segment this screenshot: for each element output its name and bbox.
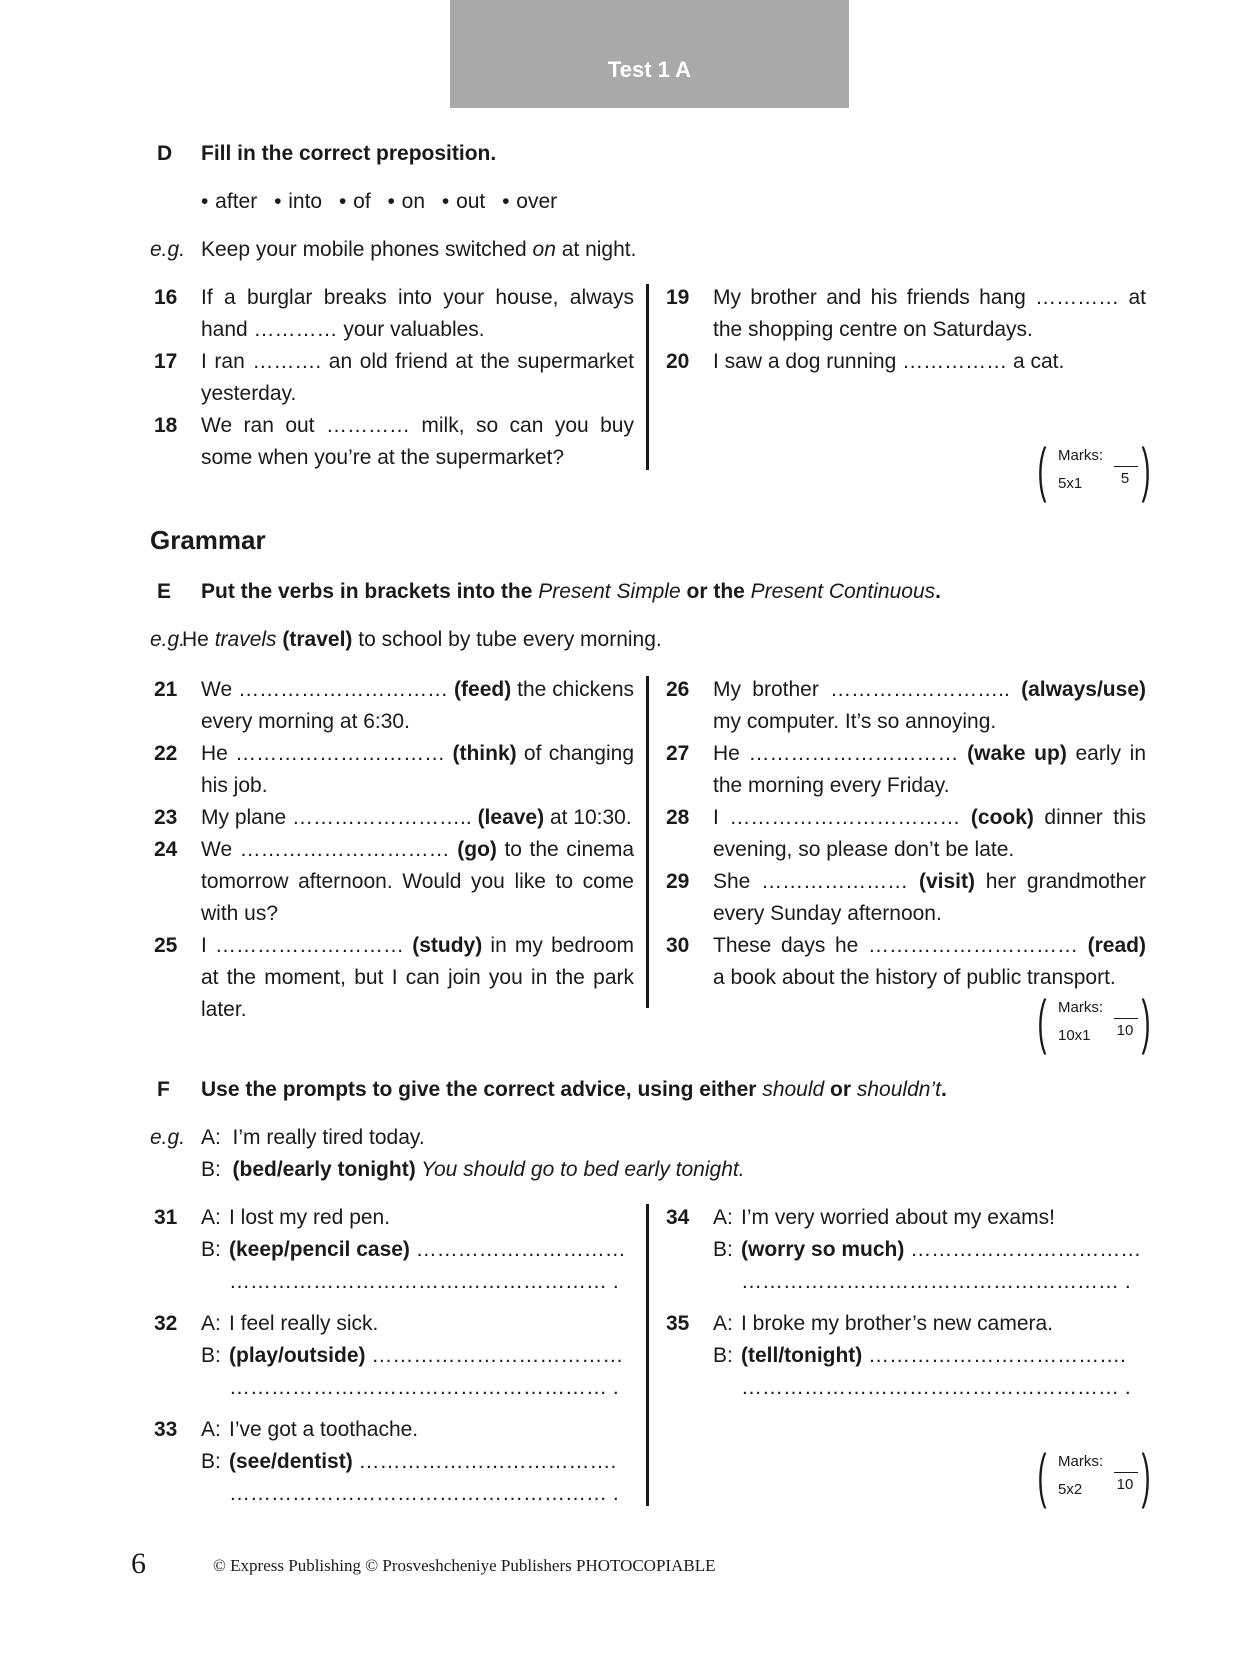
marks-total: 10 — [1116, 1022, 1134, 1039]
marks-label: Marks: — [1058, 447, 1103, 464]
section-d-letter: D — [157, 142, 173, 165]
section-e-instruction: Put the verbs in brackets into the Present Simple or the Present Continuous. — [201, 580, 941, 603]
answer-line: ……………………………………………… . — [229, 1270, 619, 1293]
marks-calc: 10x1 — [1058, 1027, 1091, 1044]
marks-calc: 5x2 — [1058, 1481, 1083, 1498]
question-item: 16 If a burglar breaks into your house, always hand ………… your valuables. — [154, 286, 634, 341]
example-label: e.g. — [150, 238, 186, 261]
question-text: I ran ………. an old friend at the supermarket yesterday. — [201, 350, 634, 405]
dialog-item: 31 A: I lost my red pen. B: (keep/pencil case) ………………………… ……………………………………………… . — [154, 1202, 634, 1308]
question-item: 21 We ………………………… (feed) the chickens every morning at 6:30. — [154, 678, 634, 733]
question-item: 28 I …………………………… (cook) dinner this evening, so please don’t be late. — [666, 806, 1146, 861]
question-item: 23 My plane …………………….. (leave) at 10:30. — [154, 806, 632, 829]
dialog-item: 32 A: I feel really sick. B: (play/outside) ……………………………… ……………………………………………… . — [154, 1308, 634, 1414]
option: • on — [387, 190, 426, 213]
marks-total: 10 — [1116, 1476, 1134, 1493]
section-d-left-column — [154, 282, 634, 474]
section-d-instruction: Fill in the correct preposition. — [201, 142, 497, 165]
section-e-letter: E — [157, 580, 172, 603]
section-f-example: A: I’m really tired today. B: (bed/early tonight) You should go to bed early tonight. — [201, 1126, 745, 1181]
option: • after — [201, 190, 258, 213]
marks-box-f: ( ) Marks: 10 5x2 — [1037, 1442, 1151, 1509]
question-text: My brother and his friends hang ………… at the shopping centre on Saturdays. — [713, 286, 1146, 341]
column-divider — [646, 676, 649, 1008]
section-f-instruction: Use the prompts to give the correct advice, using either should or shouldn’t. — [201, 1078, 947, 1101]
question-item: 27 He ………………………… (wake up) early in the morning every Friday. — [666, 742, 1146, 797]
marks-label: Marks: — [1058, 999, 1103, 1016]
option: • of — [338, 190, 371, 213]
question-text: I saw a dog running …………… a cat. — [713, 350, 1065, 373]
section-e-example: He travels (travel) to school by tube every morning. — [182, 628, 662, 651]
section-f-left-column — [154, 1202, 634, 1520]
question-item: 26 My brother …………………….. (always/use) my computer. It’s so annoying. — [666, 678, 1146, 733]
option: • over — [502, 190, 558, 213]
marks-total: 5 — [1120, 470, 1130, 487]
answer-line: ……………………………………………… . — [229, 1376, 619, 1399]
section-d-right-column — [666, 282, 1146, 378]
dialog-item: 34 A: I’m very worried about my exams! B: (worry so much) …………………………… ……………………………………………… . — [666, 1202, 1146, 1308]
question-item: 24 We ………………………… (go) to the cinema tomorrow afternoon. Would you like to come with us? — [154, 838, 634, 925]
marks-box-d: ( ) Marks: 5 5x1 — [1037, 436, 1151, 503]
section-e-right-column — [666, 674, 1146, 994]
option: • into — [274, 190, 323, 213]
test-title-tab — [450, 0, 849, 108]
question-item: 20 I saw a dog running …………… a cat. — [666, 350, 1065, 373]
copyright-footer: © Express Publishing © Prosveshcheniye Publishers PHOTOCOPIABLE — [213, 1556, 716, 1575]
question-item: 25 I ……………………… (study) in my bedroom at the moment, but I can join you in the park later. — [154, 934, 634, 1021]
marks-box-e: ( ) Marks: 10 10x1 — [1037, 988, 1151, 1055]
page-number: 6 — [131, 1547, 146, 1580]
question-item: 18 We ran out ………… milk, so can you buy some when you’re at the supermarket? — [154, 414, 634, 469]
question-item: 19 My brother and his friends hang ………… at the shopping centre on Saturdays. — [666, 286, 1146, 341]
test-title: Test 1 A — [607, 57, 692, 82]
example-label: e.g. — [150, 1126, 186, 1149]
preposition-options — [201, 186, 567, 218]
column-divider — [646, 1204, 649, 1506]
marks-label: Marks: — [1058, 1453, 1103, 1470]
section-f-right-column — [666, 1202, 1146, 1414]
option: • out — [441, 190, 486, 213]
section-f-letter: F — [157, 1078, 170, 1101]
section-d-example: Keep your mobile phones switched on at night. — [201, 238, 637, 261]
dialog-item: 33 A: I’ve got a toothache. B: (see/dentist) ………………………………. ……………………………………………… . — [154, 1414, 634, 1520]
question-item: 29 She ………………… (visit) her grandmother every Sunday afternoon. — [666, 870, 1146, 925]
question-text: If a burglar breaks into your house, always hand ………… your valuables. — [201, 286, 634, 341]
section-e-left-column — [154, 674, 634, 1026]
grammar-heading: Grammar — [150, 525, 266, 555]
question-item: 17 I ran ………. an old friend at the supermarket yesterday. — [154, 350, 634, 405]
question-item: 30 These days he ………………………… (read) a book about the history of public transport. — [666, 934, 1146, 989]
answer-line: ……………………………………………… . — [229, 1482, 619, 1505]
column-divider — [646, 284, 649, 470]
dialog-item: 35 A: I broke my brother’s new camera. B: (tell/tonight) ………………………………. ……………………………………………… . — [666, 1308, 1146, 1414]
question-text: We ran out ………… milk, so can you buy some when you’re at the supermarket? — [201, 414, 634, 469]
answer-line: ……………………………………………… . — [741, 1270, 1131, 1293]
answer-line: ……………………………………………… . — [741, 1376, 1131, 1399]
marks-calc: 5x1 — [1058, 475, 1083, 492]
question-item: 22 He ………………………… (think) of changing his job. — [154, 742, 634, 797]
example-label: e.g. — [150, 628, 186, 651]
